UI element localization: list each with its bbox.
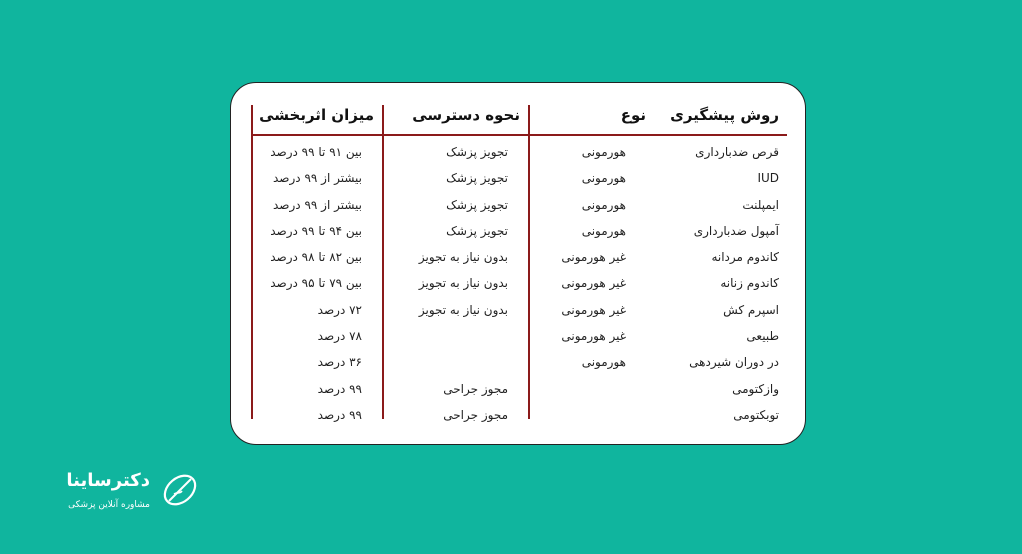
column-type (528, 99, 654, 428)
table-cell: بین ۷۹ تا ۹۵ درصد (270, 276, 362, 291)
table-cell: بیشتر از ۹۹ درصد (272, 197, 362, 212)
table-cell: طبیعی (746, 329, 779, 344)
table-cell: تجویز پزشک (446, 171, 508, 186)
column-access (382, 99, 528, 428)
access-cells (382, 131, 528, 428)
table-cell: تجویز پزشک (446, 197, 508, 212)
brand-logo[interactable] (50, 468, 210, 518)
table-cell (528, 376, 654, 402)
table-cell: هورمونی (581, 355, 626, 370)
table-cell: تجویز پزشک (446, 145, 508, 159)
method-cells (654, 131, 787, 428)
table-cell: بین ۸۲ تا ۹۸ درصد (270, 250, 362, 265)
table-cell: غیر هورمونی (561, 276, 626, 291)
table-cell: بین ۹۱ تا ۹۹ درصد (270, 145, 362, 159)
table-cell: ۹۹ درصد (317, 407, 362, 422)
table-cell (382, 323, 528, 349)
table-cell: IUD (757, 171, 779, 186)
table-cell: ۷۲ درصد (317, 302, 362, 317)
table-cell: بدون نیاز به تجویز (418, 302, 508, 317)
header-access: نحوه دسترسی (412, 106, 520, 124)
column-method (654, 99, 787, 428)
leaf-logo-icon (160, 470, 200, 510)
table-cell: قرص ضدبارداری (695, 145, 779, 159)
header-type: نوع (620, 106, 646, 124)
table-cell: ایمپلنت (742, 197, 779, 212)
table-cell: کاندوم مردانه (711, 250, 779, 265)
table-cell (528, 402, 654, 428)
table-cell: غیر هورمونی (561, 250, 626, 265)
contraception-table-card (230, 82, 806, 445)
table-cell (382, 349, 528, 375)
column-effectiveness (251, 99, 382, 428)
table-cell: تجویز پزشک (446, 223, 508, 238)
brand-tagline: مشاوره آنلاین پزشکی (68, 500, 150, 510)
contraception-table (251, 99, 787, 428)
table-cell: بین ۹۴ تا ۹۹ درصد (270, 223, 362, 238)
table-cell: هورمونی (581, 223, 626, 238)
header-method: روش پیشگیری (670, 106, 779, 124)
type-cells (528, 131, 654, 428)
table-cell: بیشتر از ۹۹ درصد (272, 171, 362, 186)
table-cell: هورمونی (581, 171, 626, 186)
table-cell: هورمونی (581, 145, 626, 159)
table-cell: غیر هورمونی (561, 302, 626, 317)
table-cell: توبکتومی (733, 407, 779, 422)
table-cell: ۹۹ درصد (317, 381, 362, 396)
table-cell: اسپرم کش (723, 302, 779, 317)
table-cell: مجوز جراحی (443, 407, 508, 422)
table-cell: وازکتومی (732, 381, 779, 396)
table-cell: هورمونی (581, 197, 626, 212)
table-cell: غیر هورمونی (561, 329, 626, 344)
table-cell: بدون نیاز به تجویز (418, 276, 508, 291)
table-cell: مجوز جراحی (443, 381, 508, 396)
table-cell: بدون نیاز به تجویز (418, 250, 508, 265)
table-cell: ۷۸ درصد (317, 329, 362, 344)
brand-name: دکترساینا (66, 470, 150, 491)
header-effectiveness: میزان اثربخشی (259, 106, 374, 124)
table-cell: ۳۶ درصد (317, 355, 362, 370)
table-cell: آمپول ضدبارداری (693, 223, 779, 238)
table-cell: در دوران شیردهی (689, 355, 779, 370)
effectiveness-cells (251, 131, 382, 428)
table-cell: کاندوم زنانه (720, 276, 779, 291)
